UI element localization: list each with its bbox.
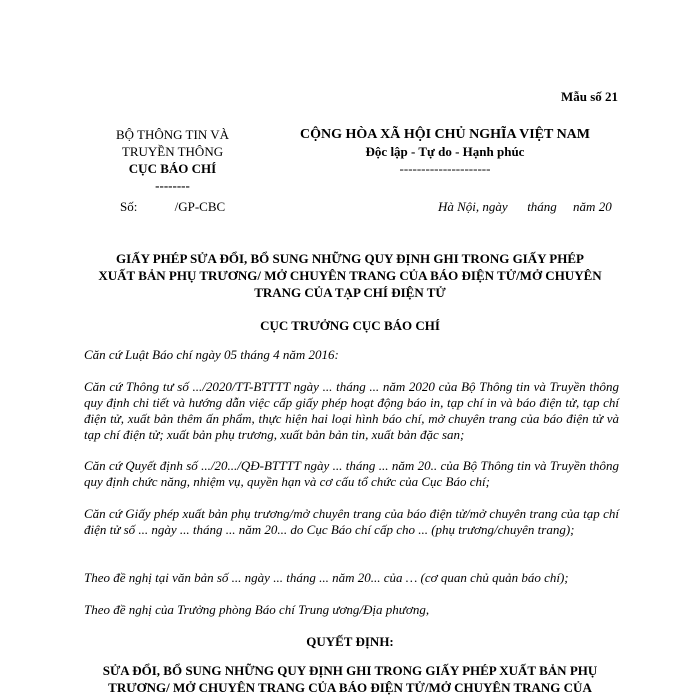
document-title-line-2: XUẤT BẢN PHỤ TRƯƠNG/ MỞ CHUYÊN TRANG CỦA BÁO ĐIỆN TỬ/MỞ CHUYÊN: [98, 268, 602, 283]
document-date: Hà Nội, ngày tháng năm 20: [438, 199, 612, 214]
issuer-title: CỤC TRƯỞNG CỤC BÁO CHÍ: [260, 318, 440, 333]
decision-title: [70, 662, 630, 696]
national-divider: ---------------------: [399, 161, 491, 176]
agency-header: [100, 126, 245, 194]
decision-title-line-1: SỬA ĐỔI, BỔ SUNG NHỮNG QUY ĐỊNH GHI TRONG GIẤY PHÉP XUẤT BẢN PHỤ: [102, 663, 598, 678]
decision-title-line-2: TRƯƠNG/ MỞ CHUYÊN TRANG CỦA BÁO ĐIỆN TỬ/MỞ CHUYÊN TRANG CỦA: [108, 680, 592, 695]
agency-line-2: TRUYỀN THÔNG: [121, 144, 224, 159]
legal-basis-4: Căn cứ Giấy phép xuất bản phụ trương/mở chuyên trang của báo điện tử/mở chuyên trang của tạp chí điện tử số ... ngày ... tháng ... năm 20... do Cục Báo chí cấp cho ... (phụ trương/chuyên trang);: [84, 506, 619, 537]
document-title: [70, 250, 630, 301]
national-motto: Độc lập - Tự do - Hạnh phúc: [365, 144, 525, 159]
agency-divider: --------: [155, 178, 190, 193]
document-title-line-1: GIẤY PHÉP SỬA ĐỔI, BỔ SUNG NHỮNG QUY ĐỊNH GHI TRONG GIẤY PHÉP: [116, 251, 584, 266]
decision-heading: QUYẾT ĐỊNH:: [306, 634, 394, 649]
document-title-line-3: TRANG CỦA TẠP CHÍ ĐIỆN TỬ: [254, 285, 446, 300]
document-number: [120, 199, 225, 215]
legal-basis-6: Theo đề nghị của Trưởng phòng Báo chí Trung ương/Địa phương,: [84, 602, 430, 617]
document-number-label: Số:: [120, 199, 138, 214]
legal-basis-1: Căn cứ Luật Báo chí ngày 05 tháng 4 năm 2016:: [84, 347, 339, 362]
legal-basis-2: Căn cứ Thông tư số .../2020/TT-BTTTT ngày ... tháng ... năm 2020 của Bộ Thông tin và Truyền thông quy định chi tiết và hướng dẫn việc cấp giấy phép hoạt động báo in, tạp chí in và báo điện tử, tạp chí điện tử, xuất bản thêm ấn phẩm, thực hiện hai loại hình báo chí, mở chuyên trang của báo điện tử và tạp chí điện tử; xuất bản phụ trương, xuất bản bản tin, xuất bản đặc san;: [84, 379, 619, 442]
legal-basis-3: Căn cứ Quyết định số .../20.../QĐ-BTTTT ngày ... tháng ... năm 20.. của Bộ Thông tin và Truyền thông quy định chức năng, nhiệm vụ, quyền hạn và cơ cấu tổ chức của Cục Báo chí;: [84, 458, 619, 489]
legal-basis-5: Theo đề nghị tại văn bản số ... ngày ... tháng ... năm 20... của … (cơ quan chủ quản báo chí);: [84, 570, 569, 585]
national-header: [290, 126, 600, 177]
agency-line-3: CỤC BÁO CHÍ: [128, 161, 217, 176]
national-title: CỘNG HÒA XÃ HỘI CHỦ NGHĨA VIỆT NAM: [299, 127, 590, 142]
document-number-suffix: /GP-CBC: [174, 199, 226, 214]
form-number: Mẫu số 21: [560, 89, 618, 104]
agency-line-1: BỘ THÔNG TIN VÀ: [115, 127, 230, 142]
